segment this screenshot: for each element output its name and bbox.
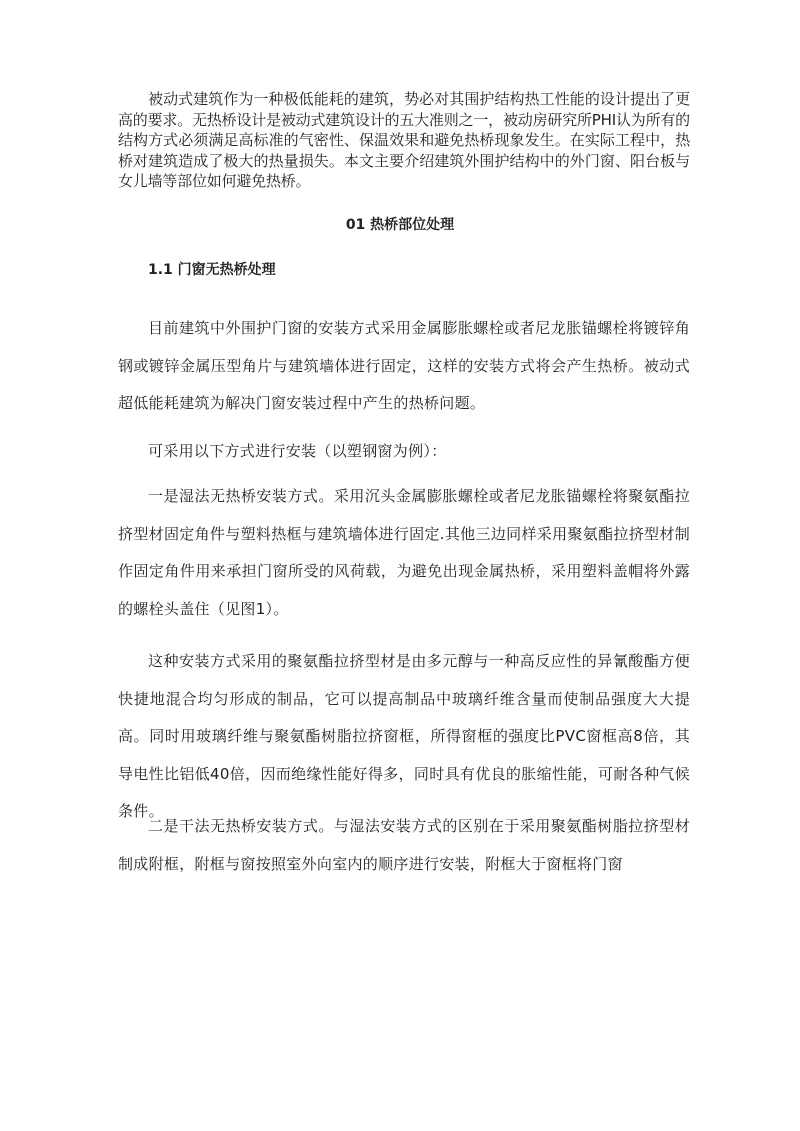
subsection-title: 1.1 门窗无热桥处理 <box>148 262 276 278</box>
section-title: 01 热桥部位处理 <box>345 217 455 233</box>
body-paragraph: 目前建筑中外围护门窗的安装方式采用金属膨胀螺栓或者尼龙胀锚螺栓将镀锌角钢或镀锌金属压型角片与建筑墙体进行固定，这样的安装方式将会产生热桥。被动式超低能耗建筑为解决门窗安装过程中产生的热桥问题。 <box>118 319 690 412</box>
body-paragraph: 二是干法无热桥安装方式。与湿法安装方式的区别在于采用聚氨酯树脂拉挤型材制成附框，附框与窗按照室外向室内的顺序进行安装，附框大于窗框将门窗 <box>118 817 690 873</box>
body-paragraph: 这种安装方式采用的聚氨酯拉挤型材是由多元醇与一种高反应性的异氰酸酯方便快捷地混合均匀形成的制品，它可以提高制品中玻璃纤维含量而使制品强度大大提高。同时用玻璃纤维与聚氨酯树脂拉挤窗框，所得窗框的强度比PVC窗框高8倍，其导电性比铝低40倍，因而绝缘性能好得多，同时具有优良的胀缩性能，可耐各种气候条件。 <box>118 652 690 820</box>
intro-paragraph: 被动式建筑作为一种极低能耗的建筑，势必对其围护结构热工性能的设计提出了更高的要求。无热桥设计是被动式建筑设计的五大准则之一，被动房研究所PHI认为所有的结构方式必须满足高标准的气密性、保温效果和避免热桥现象发生。在实际工程中，热桥对建筑造成了极大的热量损失。本文主要介绍建筑外围护结构中的外门窗、阳台板与女儿墙等部位如何避免热桥。 <box>118 90 690 190</box>
body-paragraph: 一是湿法无热桥安装方式。采用沉头金属膨胀螺栓或者尼龙胀锚螺栓将聚氨酯拉挤型材固定角件与塑料热框与建筑墙体进行固定.其他三边同样采用聚氨酯拉挤型材制作固定角件用来承担门窗所受的风荷载，为避免出现金属热桥，采用塑料盖帽将外露的螺栓头盖住（见图1）。 <box>118 487 690 618</box>
body-paragraph: 可采用以下方式进行安装（以塑钢窗为例）： <box>148 442 447 460</box>
